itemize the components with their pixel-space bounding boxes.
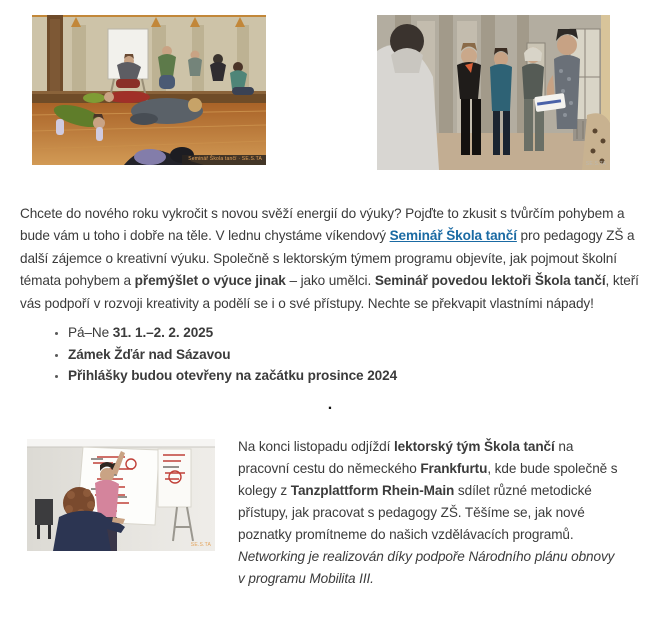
event-details-list	[0, 322, 660, 387]
text-segment: , kde bude společně s kolegy z	[238, 460, 618, 498]
photo-flipchart-workshop	[27, 439, 215, 551]
text-segment: na pracovní cestu do německého	[238, 438, 574, 476]
text-segment: Seminář povedou lektoři Škola tančí	[374, 273, 606, 289]
flipchart-workshop-illustration	[27, 439, 215, 551]
text-segment: Zámek Žďár nad Sázavou	[68, 346, 231, 362]
text-segment: Tanzplattform Rhein-Main	[290, 482, 455, 498]
photo-dance-floorwork	[32, 15, 266, 165]
top-photo-row	[0, 0, 660, 170]
event-venue-item	[68, 344, 660, 366]
text-segment: sdílet různé metodické přístupy, jak pracovat s pedagogy ZŠ. Těšíme se, jak nové poznatky promítneme do našich vzdělávacích programů.	[238, 482, 592, 542]
photo-standing-group	[377, 15, 610, 170]
intro-paragraph	[20, 203, 642, 315]
photo-watermark: SE.S.TA	[585, 161, 606, 167]
text-segment: Přihlášky budou otevřeny na začátku prosince 2024	[68, 368, 398, 384]
text-segment: Na konci listopadu odjíždí	[238, 438, 394, 454]
text-segment: – jako umělci.	[285, 273, 375, 289]
text-segment: Frankfurtu	[420, 460, 488, 476]
networking-section	[27, 439, 640, 604]
text-segment: přemýšlet o výuce jinak	[134, 273, 286, 289]
separator-dot: .	[327, 395, 333, 413]
text-segment: , kteří vás podpoří v rozvoji kreativity a podělí se i o své přístupy. Nechte se překvapit vlastními nápady!	[20, 273, 639, 311]
text-segment: 31. 1.–2. 2. 2025	[112, 325, 214, 341]
seminar-skola-tanci-link[interactable]: Seminář Škola tančí	[389, 228, 517, 244]
event-date-item	[68, 322, 660, 344]
text-segment: Chcete do nového roku vykročit s novou svěží energií do výuky? Pojďte to zkusit s tvůrčím pohybem a bude vám u toho i dobře na těle. V lednu chystáme víkendový	[20, 206, 625, 244]
standing-group-illustration	[377, 15, 610, 170]
photo-watermark: Seminář Škola tančí · SE.S.TA	[188, 156, 262, 162]
text-segment: pro pedagogy ZŠ a další zájemce o kreativní výuku. Společně s lektorským týmem programu objevíte, jak pojmout školní témata pohybem a	[20, 228, 635, 289]
networking-paragraph	[238, 436, 618, 590]
photo-watermark: SE.S.TA	[190, 541, 211, 548]
text-segment: lektorský tým Škola tančí	[394, 438, 555, 454]
text-segment: Networking je realizován díky podpoře Národního plánu obnovy v programu Mobilita III.	[238, 548, 615, 586]
dance-floorwork-illustration	[32, 15, 266, 165]
text-segment: Pá–Ne	[68, 325, 113, 341]
event-registration-item	[68, 365, 660, 387]
